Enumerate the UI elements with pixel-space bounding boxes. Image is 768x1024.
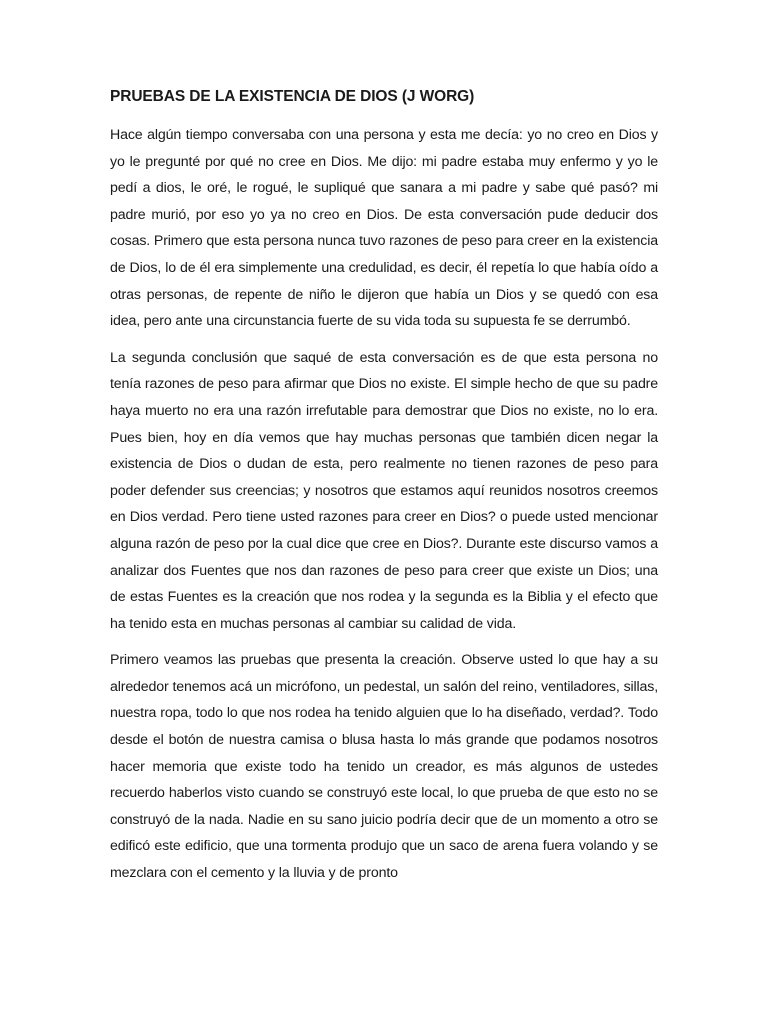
- document-body: [110, 84, 658, 897]
- paragraph-2: La segunda conclusión que saqué de esta conversación es de que esta persona no tenía razones de peso para afirmar que Dios no existe. El simple hecho de que su padre haya muerto no era una razón irrefutable para demostrar que Dios no existe, no lo era. Pues bien, hoy en día vemos que hay muchas personas que también dicen negar la existencia de Dios o dudan de esta, pero realmente no tienen razones de peso para poder defender sus creencias; y nosotros que estamos aquí reunidos nosotros creemos en Dios verdad. Pero tiene usted razones para creer en Dios? o puede usted mencionar alguna razón de peso por la cual dice que cree en Dios?. Durante este discurso vamos a analizar dos Fuentes que nos dan razones de peso para creer que existe un Dios; una de estas Fuentes es la creación que nos rodea y la segunda es la Biblia y el efecto que ha tenido esta en muchas personas al cambiar su calidad de vida.: [110, 349, 658, 632]
- paragraph-1: Hace algún tiempo conversaba con una persona y esta me decía: yo no creo en Dios y yo le pregunté por qué no cree en Dios. Me dijo: mi padre estaba muy enfermo y yo le pedí a dios, le oré, le rogué, le supliqué que sanara a mi padre y sabe qué pasó? mi padre murió, por eso yo ya no creo en Dios. De esta conversación pude deducir dos cosas. Primero que esta persona nunca tuvo razones de peso para creer en la existencia de Dios, lo de él era simplemente una credulidad, es decir, él repetía lo que había oído a otras personas, de repente de niño le dijeron que había un Dios y se quedó con esa idea, pero ante una circunstancia fuerte de su vida toda su supuesta fe se derrumbó.: [110, 127, 658, 330]
- document-title: PRUEBAS DE LA EXISTENCIA DE DIOS (J WORG): [110, 88, 475, 105]
- paragraph-3: Primero veamos las pruebas que presenta la creación. Observe usted lo que hay a su alrededor tenemos acá un micrófono, un pedestal, un salón del reino, ventiladores, sillas, nuestra ropa, todo lo que nos rodea ha tenido alguien que lo ha diseñado, verdad?. Todo desde el botón de nuestra camisa o blusa hasta lo más grande que podamos nosotros hacer memoria que existe todo ha tenido un creador, es más algunos de ustedes recuerdo haberlos visto cuando se construyó este local, lo que prueba de que esto no se construyó de la nada. Nadie en su sano juicio podría decir que de un momento a otro se edificó este edificio, que una tormenta produjo que un saco de arena fuera volando y se mezclara con el cemento y la lluvia y de pronto: [110, 652, 658, 882]
